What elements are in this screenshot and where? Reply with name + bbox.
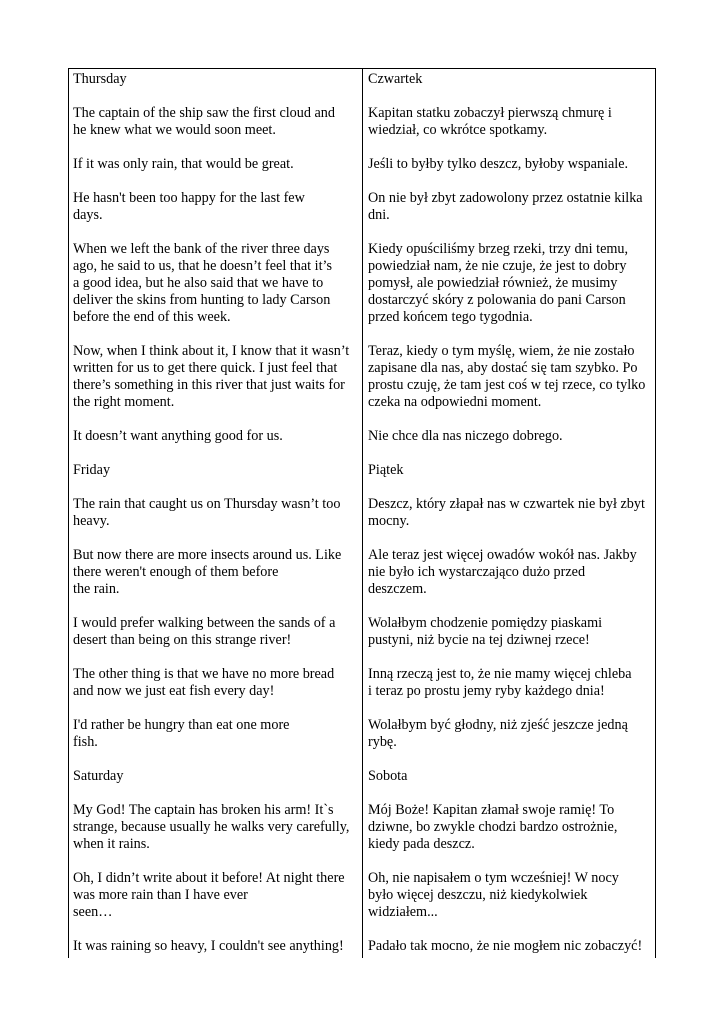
paragraph: Oh, I didn’t write about it before! At night there was more rain than I have ever seen… [73,870,345,920]
bilingual-table [68,68,656,958]
paragraph: Deszcz, który złapał nas w czwartek nie był zbyt mocny. [368,496,645,529]
paragraph: Now, when I think about it, I know that it wasn’t written for us to get there quick. I just feel that there’s something in this river that just waits for the right moment. [73,343,350,410]
day-heading-czwartek: Czwartek [368,71,423,87]
paragraph: Nie chce dla nas niczego dobrego. [368,428,563,444]
day-heading-saturday: Saturday [73,768,124,784]
paragraph: Ale teraz jest więcej owadów wokół nas. Jakby nie było ich wystarczająco dużo przed deszczem. [368,547,637,597]
paragraph: It was raining so heavy, I couldn't see anything! [73,938,344,954]
paragraph: But now there are more insects around us. Like there weren't enough of them before the rain. [73,547,342,597]
paragraph: It doesn’t want anything good for us. [73,428,283,444]
paragraph: The other thing is that we have no more bread and now we just eat fish every day! [73,666,335,699]
paragraph: The rain that caught us on Thursday wasn’t too heavy. [73,496,341,529]
paragraph: He hasn't been too happy for the last few days. [73,190,305,223]
paragraph: Wolałbym być głodny, niż zjeść jeszcze jedną rybę. [368,717,628,750]
paragraph: Jeśli to byłby tylko deszcz, byłoby wspaniale. [368,156,629,172]
paragraph: My God! The captain has broken his arm! It`s strange, because usually he walks very carefully, when it rains. [73,802,350,852]
paragraph: When we left the bank of the river three days ago, he said to us, that he doesn’t feel that it’s a good idea, but he also said that we have to deliver the skins from hunting to lady Carson before the end of this week. [73,241,332,325]
paragraph: Inną rzeczą jest to, że nie mamy więcej chleba i teraz po prostu jemy ryby każdego dnia! [368,666,632,699]
paragraph: Oh, nie napisałem o tym wcześniej! W nocy było więcej deszczu, niż kiedykolwiek widziałem... [368,870,619,920]
paragraph: Teraz, kiedy o tym myślę, wiem, że nie zostało zapisane dla nas, aby dostać się tam szybko. Po prostu czuję, że tam jest coś w tej rzece, co tylko czeka na odpowiedni moment. [368,343,646,410]
day-heading-friday: Friday [73,462,111,478]
polish-column [363,69,655,958]
paragraph: Kiedy opuściliśmy brzeg rzeki, trzy dni temu, powiedział nam, że nie czuje, że jest to dobry pomysł, ale powiedział również, że musimy dostarczyć skóry z polowania do pani Carson przed końcem tego tygodnia. [368,241,629,325]
paragraph: On nie był zbyt zadowolony przez ostatnie kilka dni. [368,190,643,223]
day-heading-thursday: Thursday [73,71,127,87]
paragraph: I would prefer walking between the sands of a desert than being on this strange river! [73,615,336,648]
paragraph: I'd rather be hungry than eat one more fish. [73,717,290,750]
paragraph: Mój Boże! Kapitan złamał swoje ramię! To dziwne, bo zwykle chodzi bardzo ostrożnie, kiedy pada deszcz. [368,802,618,852]
day-heading-sobota: Sobota [368,768,408,784]
paragraph: Kapitan statku zobaczył pierwszą chmurę i wiedział, co wkrótce spotkamy. [368,105,612,138]
paragraph: The captain of the ship saw the first cloud and he knew what we would soon meet. [73,105,335,138]
paragraph: Padało tak mocno, że nie mogłem nic zobaczyć! [368,938,643,954]
day-heading-piatek: Piątek [368,462,404,478]
paragraph: Wolałbym chodzenie pomiędzy piaskami pustyni, niż bycie na tej dziwnej rzece! [368,615,603,648]
english-column [69,69,363,958]
paragraph: If it was only rain, that would be great. [73,156,294,172]
